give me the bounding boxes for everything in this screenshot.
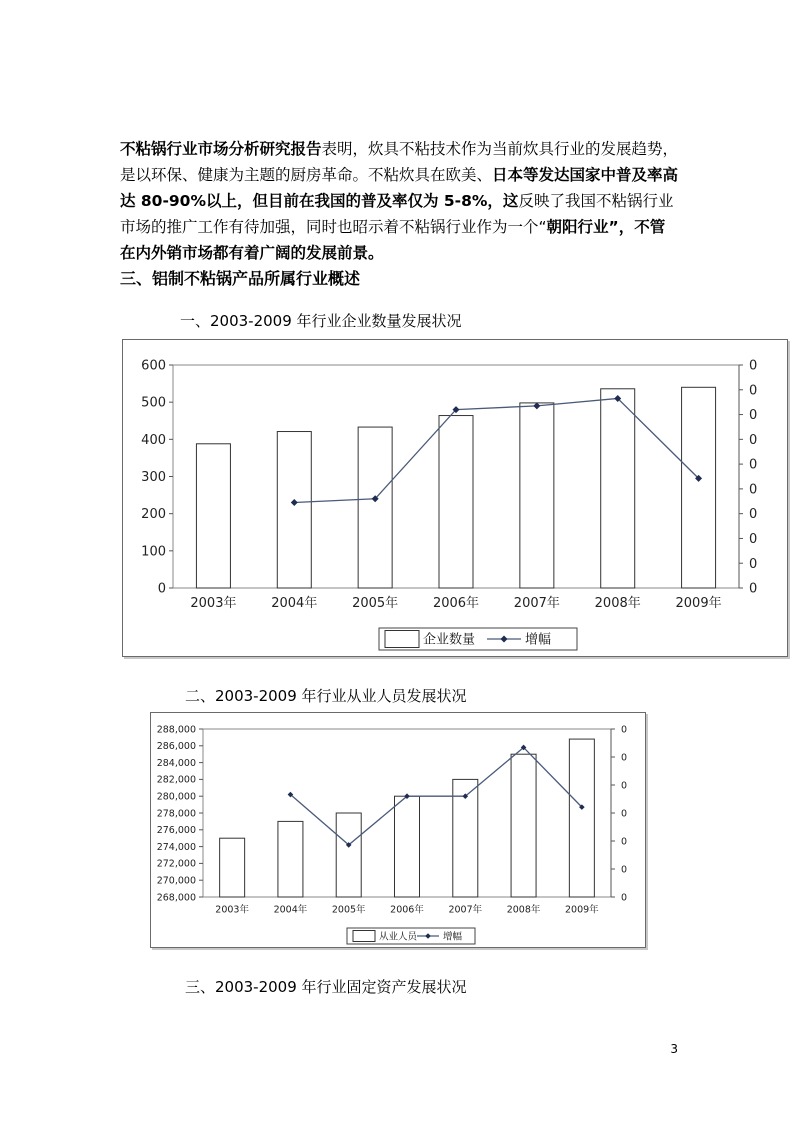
x-tick-label: 2009年 <box>675 596 722 611</box>
sub-title-2: 二、2003-2009 年行业从业人员发展状况 <box>185 687 467 705</box>
right-tick-label: 0 <box>749 457 758 473</box>
right-tick-label: 0 <box>749 383 758 399</box>
y-tick-label: 276,000 <box>156 825 196 837</box>
bar-2003年 <box>220 838 245 897</box>
right-tick-label: 0 <box>621 752 628 764</box>
x-tick-label: 2008年 <box>594 596 641 611</box>
y-tick-label: 274,000 <box>156 841 196 853</box>
chart-enterprise-count-svg <box>123 340 787 656</box>
x-tick-label: 2003年 <box>215 904 249 916</box>
bar-2004年 <box>277 432 311 588</box>
right-tick-label: 0 <box>621 808 628 820</box>
bar-2009年 <box>682 387 716 588</box>
right-tick-label: 0 <box>621 892 628 904</box>
bar-2005年 <box>336 813 361 897</box>
legend-label: 从业人员 <box>379 931 418 943</box>
right-tick-label: 0 <box>749 432 758 448</box>
x-tick-label: 2006年 <box>390 904 424 916</box>
x-tick-label: 2009年 <box>565 904 599 916</box>
y-tick-label: 288,000 <box>156 724 196 736</box>
intro-text-bold: 日本等发达国家中普及率高达 80-90%以上，但目前在我国的普及率仅为 5-8%，这 <box>120 166 679 210</box>
y-tick-label: 500 <box>141 395 166 411</box>
chart-enterprise-count <box>122 339 788 657</box>
right-tick-label: 0 <box>749 581 758 597</box>
y-tick-label: 268,000 <box>156 892 196 904</box>
legend-bar-swatch <box>353 931 375 942</box>
right-tick-label: 0 <box>621 780 628 792</box>
y-tick-label: 400 <box>141 432 166 448</box>
x-tick-label: 2005年 <box>352 596 399 611</box>
y-tick-label: 278,000 <box>156 808 196 820</box>
y-tick-label: 272,000 <box>156 858 196 870</box>
x-tick-label: 2007年 <box>448 904 483 916</box>
bar-2008年 <box>511 754 536 897</box>
legend-label: 增幅 <box>443 931 463 943</box>
y-tick-label: 270,000 <box>156 875 196 887</box>
y-tick-label: 280,000 <box>156 791 196 803</box>
sub-title-1: 一、2003-2009 年行业企业数量发展状况 <box>180 312 462 330</box>
chart-employee-count <box>150 712 646 948</box>
right-tick-label: 0 <box>621 724 628 736</box>
chart-employee-count-svg <box>151 713 645 947</box>
x-tick-label: 2007年 <box>513 596 560 611</box>
intro-paragraph <box>120 136 680 266</box>
intro-text-1: 表明，炊具不粘技术作为当前炊具行业的发展趋势，是以环保、健康为主题的厨房革命。不粘炊具在欧美、 <box>120 140 679 184</box>
section-title: 三、铝制不粘锅产品所属行业概述 <box>120 269 361 288</box>
bar-2005年 <box>358 427 392 588</box>
y-tick-label: 0 <box>157 581 166 597</box>
legend-label: 企业数量 <box>423 632 476 648</box>
y-tick-label: 286,000 <box>156 741 196 753</box>
x-tick-label: 2004年 <box>273 904 308 916</box>
intro-text-bold-2: 朝阳行业”，不管在内外销市场都有着广阔的发展前景。 <box>120 218 666 262</box>
y-tick-label: 600 <box>141 358 166 374</box>
x-tick-label: 2003年 <box>190 596 237 611</box>
sub-title-3: 三、2003-2009 年行业固定资产发展状况 <box>185 978 467 996</box>
right-tick-label: 0 <box>749 507 758 523</box>
x-tick-label: 2006年 <box>432 596 480 611</box>
intro-report-name: 不粘锅行业市场分析研究报告 <box>120 140 322 158</box>
legend-label: 增幅 <box>525 632 552 648</box>
y-tick-label: 300 <box>141 470 166 486</box>
x-tick-label: 2008年 <box>506 904 541 916</box>
y-tick-label: 100 <box>141 544 166 560</box>
right-tick-label: 0 <box>749 531 758 547</box>
bar-2006年 <box>439 416 473 588</box>
bar-2009年 <box>569 739 594 897</box>
right-tick-label: 0 <box>749 482 758 498</box>
bar-2003年 <box>196 444 230 588</box>
right-tick-label: 0 <box>621 864 628 876</box>
right-tick-label: 0 <box>621 836 628 848</box>
right-tick-label: 0 <box>749 408 758 424</box>
bar-2008年 <box>601 389 635 588</box>
bar-2007年 <box>520 403 554 588</box>
y-tick-label: 284,000 <box>156 757 196 769</box>
legend-bar-swatch <box>385 631 419 648</box>
x-tick-label: 2004年 <box>271 596 318 611</box>
page-number: 3 <box>670 1042 678 1056</box>
bar-2004年 <box>278 821 303 897</box>
y-tick-label: 282,000 <box>156 774 196 786</box>
y-tick-label: 200 <box>141 507 166 523</box>
right-tick-label: 0 <box>749 358 758 374</box>
bar-2006年 <box>395 796 420 897</box>
intro-text-2: 反映了我国不粘锅行业市场的推广工作有待加强，同时也昭示着不粘锅行业作为一个“ <box>120 192 674 236</box>
right-tick-label: 0 <box>749 556 758 572</box>
x-tick-label: 2005年 <box>331 904 366 916</box>
